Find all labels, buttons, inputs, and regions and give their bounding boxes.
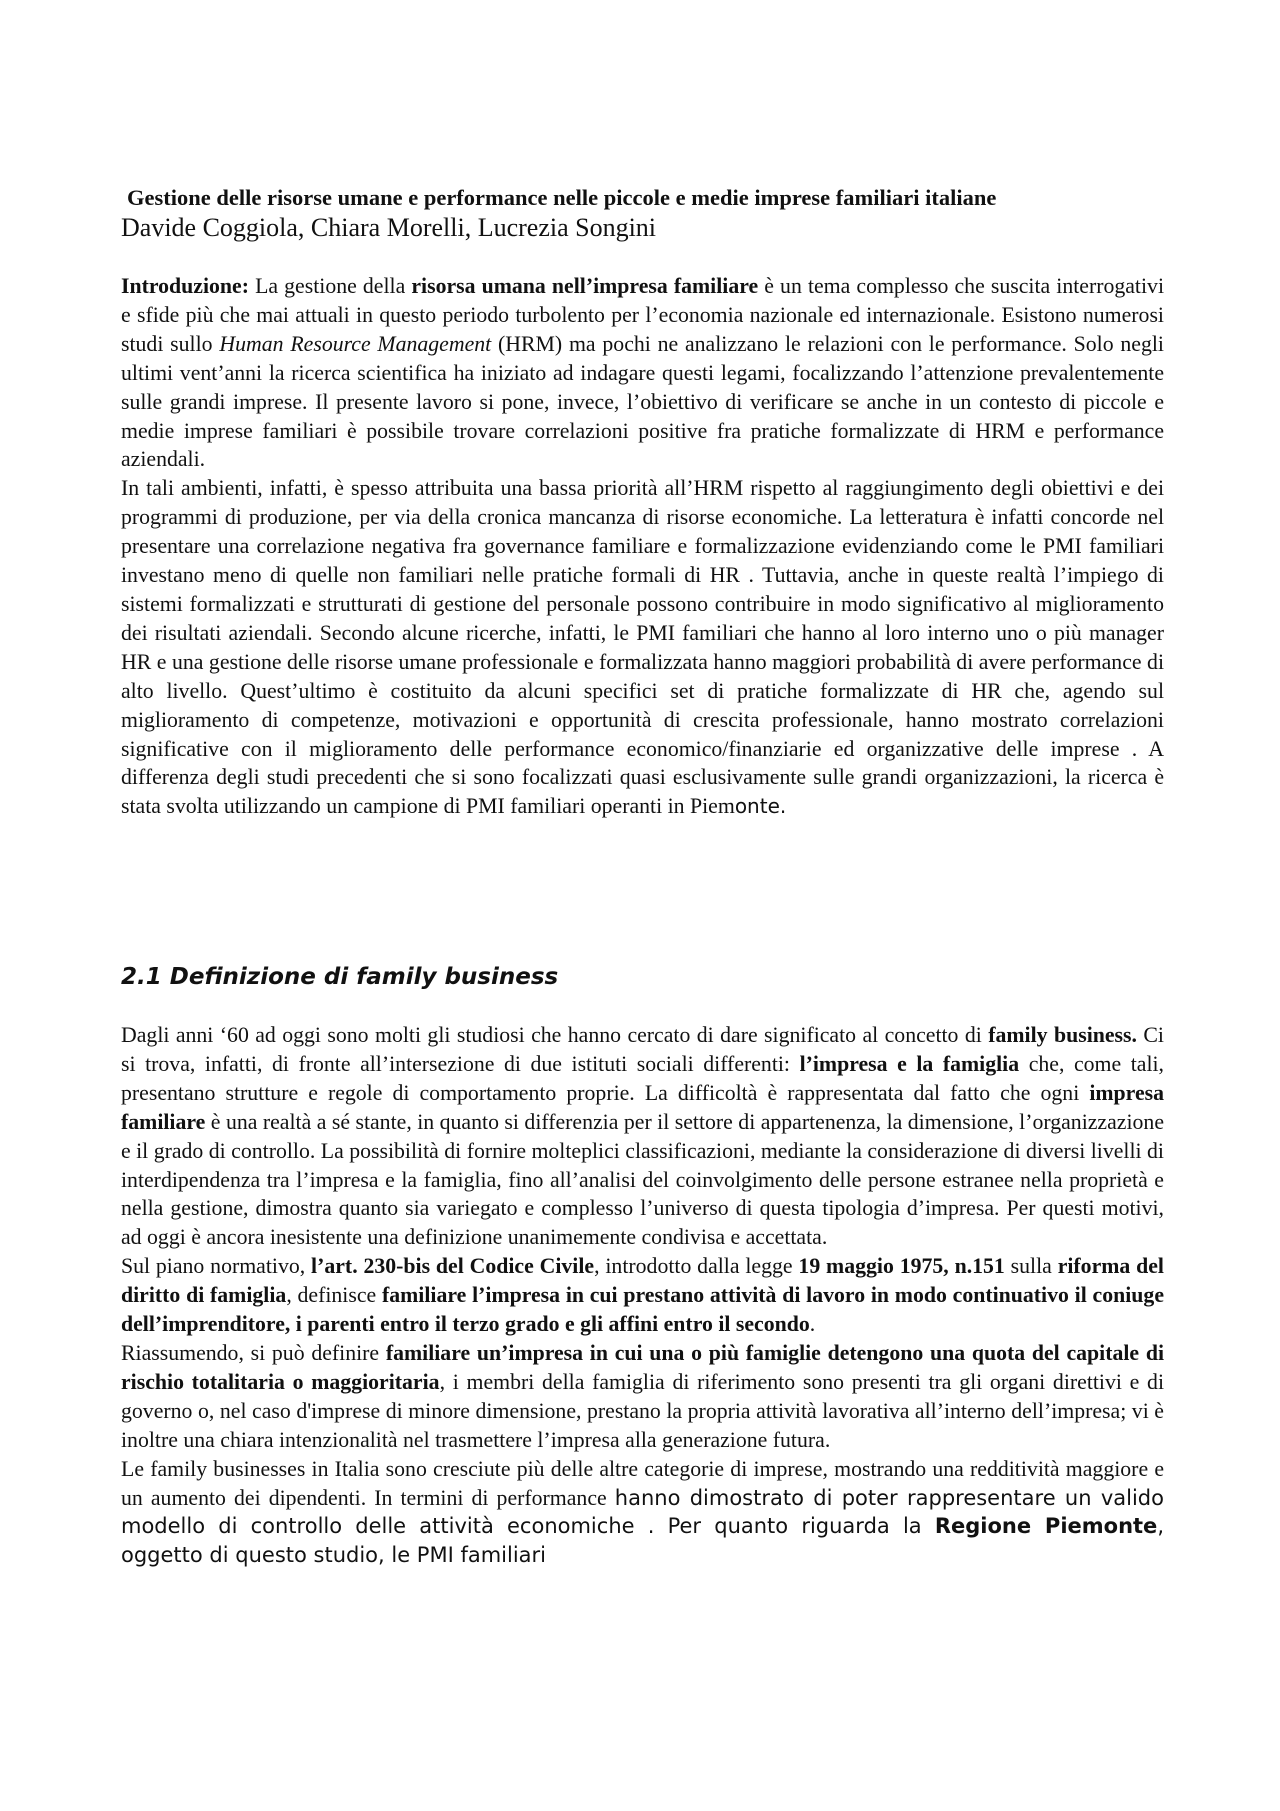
body-text-sans: hanno dimostrato di poter rappresentare un valido modello di controllo delle attività economiche . Per quanto riguarda la: [121, 1485, 1164, 1539]
body-text: che, come tali, presentano strutture e regole di comportamento proprie. La difficoltà è rappresentata dal fatto che ogni: [121, 1051, 1165, 1105]
intro-text: (HRM) ma pochi ne analizzano le relazioni con le performance. Solo negli ultimi vent’anni la ricerca scientifica ha iniziato ad indagare questi legami, focalizzando l’attenzione prevalentemente sulle grandi imprese. Il presente lavoro si pone, invece, l’obiettivo di verificare se anche in un contesto di piccole e medie imprese familiari è possibile trovare correlazioni positive fra pratiche formalizzate di HRM e performance aziendali.: [121, 331, 1164, 472]
intro-text: In tali ambienti, infatti, è spesso attribuita una bassa priorità all’HRM rispetto al raggiungimento degli obiettivi e dei programmi di produzione, per via della cronica mancanza di risorse economiche. La letteratura è infatti concorde nel presentare una correlazione negativa fra governance familiare e formalizzazione evidenziando come le PMI familiari investano meno di quelle non familiari nelle pratiche formali di HR . Tuttavia, anche in queste realtà l’impiego di sistemi formalizzati e strutturati di gestione del personale possono contribuire in modo significativo al miglioramento dei risultati aziendali. Secondo alcune ricerche, infatti, le PMI familiari che hanno al loro interno uno o più manager HR e una gestione delle risorse umane professionale e formalizzata hanno maggiori probabilità di avere performance di alto livello. Quest’ultimo è costituito da alcuni specifici set di pratiche formalizzate di HR che, agendo sul miglioramento di competenze, motivazioni e opportunità di crescita professionale, hanno mostrato correlazioni significative con il miglioramento delle performance economico/finanziarie ed organizzative delle imprese . A differenza degli studi precedenti che si sono focalizzati quasi esclusivamente sulle grandi organizzazioni, la ricerca è stata svolta utilizzando un campione di PMI familiari operanti in Piem: [121, 476, 1164, 819]
body-paragraph-2: [121, 1252, 1164, 1339]
intro-paragraph-1: [121, 272, 1164, 474]
body-paragraph-3: [121, 1339, 1164, 1455]
introduction-section: [121, 272, 1164, 821]
intro-text: è un tema complesso che suscita interrogativi e sfide più che mai attuali in questo periodo turbolento per l’economia nazionale ed internazionale. Esistono numerosi studi sullo: [121, 274, 1165, 356]
body-emphasis: 19 maggio 1975, n.151: [798, 1254, 1005, 1279]
body-text: Ci si trova, infatti, di fronte all’intersezione di due istituti sociali differenti:: [121, 1023, 1164, 1076]
family-business-section: [121, 1021, 1164, 1570]
body-emphasis: impresa familiare: [121, 1080, 1164, 1134]
body-emphasis: riforma del diritto di famiglia: [121, 1254, 1164, 1308]
body-emphasis: family business.: [988, 1023, 1137, 1047]
body-text: Sul piano normativo,: [121, 1254, 312, 1279]
section-heading: 2.1 Definizione di family business: [121, 964, 559, 990]
intro-text-tail: onte.: [734, 794, 787, 819]
intro-label: Introduzione:: [121, 274, 249, 298]
body-emphasis-sans: Regione Piemonte: [934, 1514, 1158, 1539]
intro-paragraph-2: [121, 474, 1164, 821]
body-emphasis: l’impresa e la famiglia: [799, 1051, 1020, 1076]
body-emphasis: familiare un’impresa in cui una o più famiglie detengono una quota del capitale di rischio totalitaria o maggioritaria: [121, 1340, 1164, 1394]
body-text-sans: , oggetto di questo studio, le PMI familiari: [121, 1514, 1164, 1568]
body-text: , definisce: [286, 1283, 382, 1308]
intro-text: La gestione della: [248, 274, 412, 298]
intro-emphasis: risorsa umana nell’impresa familiare: [411, 274, 759, 298]
intro-italic-term: Human Resource Management: [219, 331, 492, 356]
body-text: , introdotto dalla legge: [594, 1254, 799, 1279]
body-text: Le family businesses in Italia sono cresciute più delle altre categorie di imprese, mostrando una redditività maggiore e un aumento dei dipendenti. In termini di performance: [121, 1456, 1164, 1510]
body-paragraph-1: [121, 1021, 1164, 1252]
body-text: .: [809, 1312, 816, 1337]
body-text: è una realtà a sé stante, in quanto si differenzia per il settore di appartenenza, la dimensione, l’organizzazione e il grado di controllo. La possibilità di fornire molteplici classificazioni, mediante la considerazione di diversi livelli di interdipendenza tra l’impresa e la famiglia, fino all’analisi del coinvolgimento delle persone estranee nella proprietà e nella gestione, dimostra quanto sia variegato e complesso l’universo di questa tipologia d’impresa. Per questi motivi, ad oggi è ancora inesistente una definizione unanimemente condivisa e accettata.: [121, 1109, 1164, 1250]
body-text: , i membri della famiglia di riferimento sono presenti tra gli organi direttivi e di governo o, nel caso d'imprese di minore dimensione, prestano la propria attività lavorativa all’interno dell’impresa; vi è inoltre una chiara intenzionalità nel trasmettere l’impresa alla generazione futura.: [121, 1369, 1164, 1452]
document-authors: Davide Coggiola, Chiara Morelli, Lucrezia Songini: [121, 213, 657, 242]
body-emphasis: familiare l’impresa in cui prestano attività di lavoro in modo continuativo il coniuge dell’imprenditore, i parenti entro il terzo grado e gli affini entro il secondo: [121, 1283, 1164, 1337]
document-title: Gestione delle risorse umane e performance nelle piccole e medie imprese familiari italiane: [127, 185, 997, 210]
body-text: Riassumendo, si può definire: [121, 1340, 386, 1365]
body-paragraph-4: [121, 1455, 1164, 1571]
body-emphasis: l’art. 230-bis del Codice Civile: [311, 1254, 595, 1279]
body-text: sulla: [1004, 1254, 1058, 1279]
body-text: Dagli anni ‘60 ad oggi sono molti gli studiosi che hanno cercato di dare significato al concetto di: [121, 1023, 989, 1047]
